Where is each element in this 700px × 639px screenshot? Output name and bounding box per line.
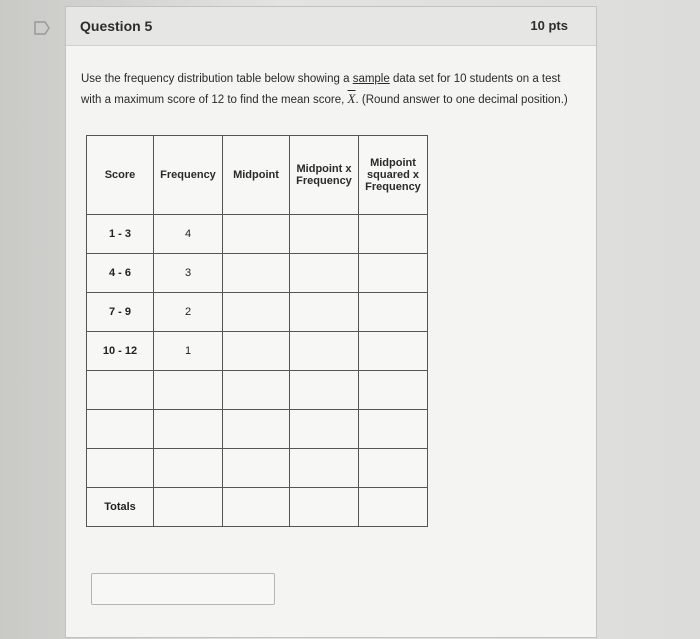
table-row [87, 254, 428, 293]
totals-midpoint-x-frequency-cell [290, 488, 359, 527]
table-row [87, 371, 428, 410]
score-cell: 7 - 9 [87, 293, 154, 332]
midpoint-squared-cell [359, 215, 428, 254]
totals-row [87, 488, 428, 527]
table-row [87, 410, 428, 449]
table-header-row [87, 136, 428, 215]
question-title: Question 5 [80, 18, 153, 34]
midpoint-squared-cell [359, 332, 428, 371]
frequency-cell: 3 [154, 254, 223, 293]
midpoint-cell [223, 332, 290, 371]
question-points: 10 pts [530, 18, 568, 33]
midpoint-x-frequency-cell [290, 332, 359, 371]
question-card [65, 6, 597, 638]
frequency-cell [154, 449, 223, 488]
frequency-cell: 4 [154, 215, 223, 254]
midpoint-squared-cell [359, 410, 428, 449]
frequency-cell [154, 371, 223, 410]
flag-icon[interactable] [34, 21, 50, 35]
score-cell: 4 - 6 [87, 254, 154, 293]
score-cell: 1 - 3 [87, 215, 154, 254]
question-prompt [81, 69, 581, 110]
midpoint-cell [223, 410, 290, 449]
table-row [87, 293, 428, 332]
prompt-text-3: . (Round answer to one decimal position.) [355, 94, 568, 106]
score-cell [87, 449, 154, 488]
midpoint-cell [223, 293, 290, 332]
header-midpoint: Midpoint [223, 136, 290, 215]
midpoint-x-frequency-cell [290, 371, 359, 410]
totals-frequency-cell [154, 488, 223, 527]
midpoint-x-frequency-cell [290, 215, 359, 254]
question-header [66, 7, 596, 46]
midpoint-cell [223, 254, 290, 293]
table-row [87, 215, 428, 254]
midpoint-x-frequency-cell [290, 254, 359, 293]
xbar-symbol: $\overline{X}$ [347, 91, 356, 106]
frequency-table [86, 135, 428, 527]
score-cell: 10 - 12 [87, 332, 154, 371]
table-row [87, 449, 428, 488]
prompt-sample-word: sample [352, 73, 390, 85]
frequency-cell [154, 410, 223, 449]
prompt-text-1: Use the frequency distribution table below showing a [81, 73, 353, 85]
header-score: Score [87, 136, 154, 215]
midpoint-cell [223, 449, 290, 488]
prompt-text-2: data set for 10 students on a test with a maximum score of 12 to find the mean score, [81, 73, 561, 106]
header-frequency: Frequency [154, 136, 223, 215]
frequency-cell: 2 [154, 293, 223, 332]
midpoint-squared-cell [359, 449, 428, 488]
totals-midpoint-squared-cell [359, 488, 428, 527]
score-cell [87, 410, 154, 449]
midpoint-x-frequency-cell [290, 410, 359, 449]
midpoint-squared-cell [359, 254, 428, 293]
midpoint-cell [223, 215, 290, 254]
score-cell [87, 371, 154, 410]
totals-midpoint-cell [223, 488, 290, 527]
midpoint-x-frequency-cell [290, 449, 359, 488]
frequency-cell: 1 [154, 332, 223, 371]
midpoint-x-frequency-cell [290, 293, 359, 332]
midpoint-squared-cell [359, 371, 428, 410]
midpoint-cell [223, 371, 290, 410]
totals-label: Totals [87, 488, 154, 527]
header-midpoint-squared-x-frequency: Midpoint squared x Frequency [359, 136, 428, 215]
midpoint-squared-cell [359, 293, 428, 332]
header-midpoint-x-frequency: Midpoint x Frequency [290, 136, 359, 215]
answer-input[interactable] [91, 573, 275, 605]
table-row [87, 332, 428, 371]
